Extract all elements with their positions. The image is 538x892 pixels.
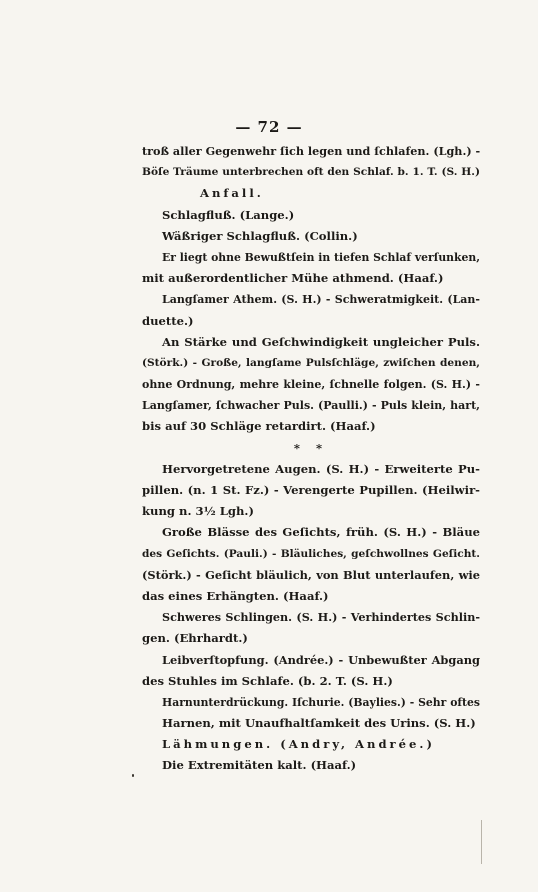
text-line: kung n. 3½ Lgh.): [142, 504, 254, 519]
text-line: Schweres Schlingen. (S. H.) - Verhindertes Schlin-: [162, 610, 480, 625]
text-line: Die Extremitäten kalt. (Haaf.): [162, 758, 357, 773]
text-line: troß aller Gegenwehr ſich legen und ſchlafen. (Lgh.) -: [142, 144, 481, 158]
text-line: des Geſichts. (Pauli.) - Bläuliches, geſchwollnes Geſicht.: [142, 547, 480, 560]
text-line: ohne Ordnung, mehre kleine, ſchnelle folgen. (S. H.) -: [142, 378, 480, 392]
text-line: Langſamer Athem. (S. H.) - Schweratmigkeit. (Lan-: [162, 293, 480, 307]
text-line: Leibverſtopfung. (Andrée.) - Unbewußter Abgang: [162, 652, 480, 667]
text-line: Er liegt ohne Bewußtſein in tiefen Schlaf verſunken,: [162, 250, 480, 264]
text-line: Langſamer, ſchwacher Puls. (Paulli.) - Puls klein, hart,: [142, 399, 480, 413]
section-separator: * *: [293, 440, 329, 455]
ink-speck: [132, 774, 134, 777]
text-line: duette.): [142, 313, 194, 328]
text-line: (Störk.) - Geſicht bläulich, von Blut unterlaufen, wie: [142, 567, 480, 582]
text-line: mit außerordentlicher Mühe athmend. (Haaf.): [142, 271, 444, 286]
text-line: pillen. (n. 1 St. Fz.) - Verengerte Pupillen. (Heilwir-: [142, 483, 480, 497]
text-line: Lähmungen. (Andry, Andrée.): [162, 737, 435, 752]
gutter-line: [481, 820, 482, 864]
text-line: Harnunterdrückung. Iſchurie. (Baylies.) - Sehr oftes: [162, 695, 480, 709]
section-heading: Anfall.: [200, 186, 264, 201]
text-line: An Stärke und Geſchwindigkeit ungleicher Puls.: [162, 334, 480, 349]
text-line: Harnen, mit Unaufhaltſamkeit des Urins. (S. H.): [162, 716, 476, 731]
text-line: gen. (Ehrhardt.): [142, 631, 248, 646]
text-line: Hervorgetretene Augen. (S. H.) - Erweiterte Pu-: [162, 461, 480, 476]
text-line: Wäßriger Schlagfluß. (Collin.): [162, 228, 358, 243]
text-line: Große Blässe des Geſichts, früh. (S. H.) - Bläue: [162, 525, 480, 540]
text-line: Böſe Träume unterbrechen oft den Schlaf. b. 1. T. (S. H.): [142, 166, 480, 179]
text-line: des Stuhles im Schlafe. (b. 2. T. (S. H.): [142, 673, 393, 688]
text-line: (Störk.) - Große, langſame Pulsſchläge, zwiſchen denen,: [142, 356, 480, 369]
text-line: Schlagfluß. (Lange.): [162, 207, 295, 222]
page-number: — 72 —: [235, 118, 303, 136]
text-block: [142, 141, 480, 777]
text-line: bis auf 30 Schläge retardirt. (Haaf.): [142, 419, 376, 434]
text-line: das eines Erhängten. (Haaf.): [142, 588, 329, 603]
